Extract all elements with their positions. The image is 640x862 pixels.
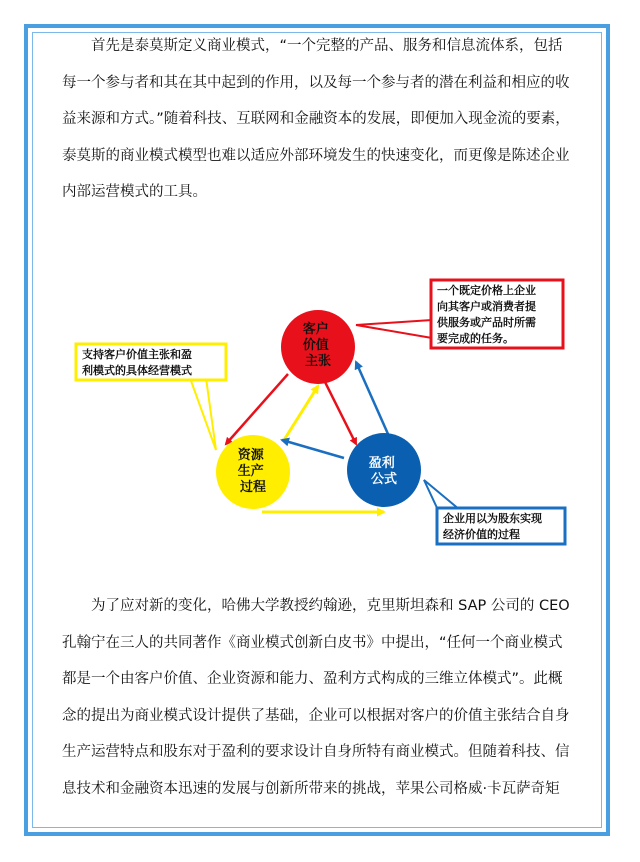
profit-callout-text: 企业用以为股东实现 经济价值的过程 <box>443 512 542 541</box>
paragraph-line: 泰莫斯的商业模式模型也难以适应外部环境发生的快速变化，而更像是陈述企业 <box>62 147 570 164</box>
arrow-customer-to-profit <box>324 380 356 444</box>
paragraph-line: 益来源和方式。”随着科技、互联网和金融资本的发展，即便加入现金流的要素， <box>62 111 570 127</box>
paragraph-line: 生产运营特点和股东对于盈利的要求设计自身所特有商业模式。但随着科技、信 <box>62 744 570 760</box>
customer-value-callout-text: 一个既定价格上企业 向其客户或消费者提 供服务或产品时所需 要完成的任务。 <box>437 284 536 345</box>
paragraph-line: 内部运营模式的工具。 <box>62 184 207 200</box>
customer-value-label: 客户 价值 主张 <box>302 322 332 369</box>
paragraph-line: 为了应对新的变化，哈佛大学教授约翰逊，克里斯坦森和 SAP 公司的 CEO <box>91 598 570 614</box>
arrow-profit-to-customer <box>356 362 388 434</box>
resources-callout-text: 支持客户价值主张和盈 利模式的具体经营模式 <box>82 348 192 377</box>
paragraph-line: 每一个参与者和其在其中起到的作用，以及每一个参与者的潜在利益和相应的收 <box>62 74 570 91</box>
paragraph-line: 都是一个由客户价值、企业资源和能力、盈利方式构成的三维立体模式”。此概 <box>62 671 563 687</box>
arrow-profit-to-resources <box>282 440 344 458</box>
callout-pointer-resources <box>190 378 216 450</box>
paragraph-line: 息技术和金融资本迅速的发展与创新所带来的挑战，苹果公司格威·卡瓦萨奇矩 <box>62 780 560 797</box>
body-paragraph <box>62 588 582 807</box>
resources-label: 资源 生产 过程 <box>237 448 267 495</box>
paragraph-line: 念的提出为商业模式设计提供了基础，企业可以根据对客户的价值主张结合自身 <box>62 707 570 724</box>
paragraph-line: 首先是泰莫斯定义商业模式，“一个完整的产品、服务和信息流体系，包括 <box>91 38 563 54</box>
arrow-customer-to-resources <box>226 374 288 444</box>
arrow-resources-to-customer <box>284 386 318 440</box>
paragraph-line: 孔翰宁在三人的共同著作《商业模式创新白皮书》中提出，“任何一个商业模式 <box>62 634 563 651</box>
callout-pointer-profit <box>424 480 460 510</box>
profit-label: 盈利 公式 <box>368 456 398 487</box>
callout-pointer-customer <box>356 320 432 338</box>
